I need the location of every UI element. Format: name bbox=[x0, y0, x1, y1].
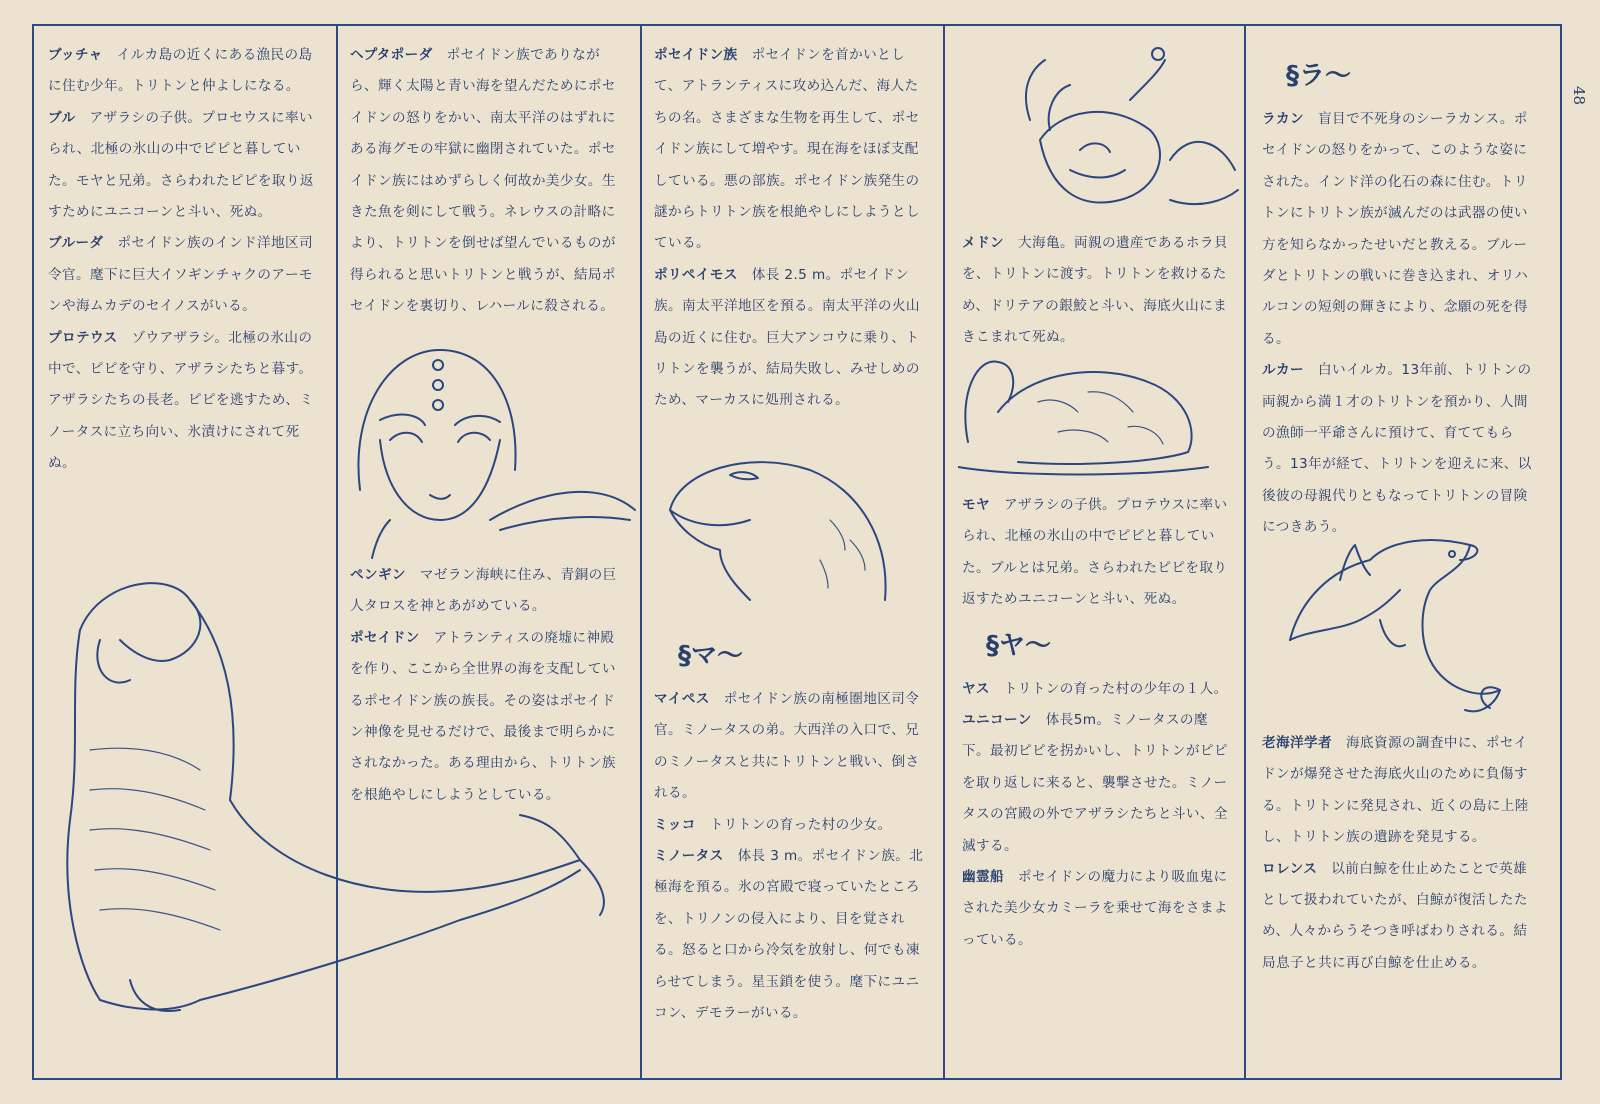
column-divider bbox=[640, 24, 642, 1080]
entry-text: 海底資源の調査中に、ポセイドンが爆発させた海底火山のために負傷する。トリトンに発見され、近くの島に上陸し、トリトン族の遺跡を発見する。 bbox=[1262, 735, 1529, 846]
column-5-upper bbox=[1262, 46, 1532, 544]
dolphin-illustration bbox=[1280, 530, 1510, 720]
entry-name: ロレンス bbox=[1262, 860, 1318, 877]
heptapoda-illustration bbox=[350, 330, 640, 560]
section-heading: §マ〜 bbox=[678, 641, 744, 671]
entry-name: ブル bbox=[48, 109, 76, 126]
entry-name: 老海洋学者 bbox=[1262, 735, 1332, 751]
section-heading: §ヤ〜 bbox=[986, 630, 1052, 661]
entry-name: 幽霊船 bbox=[962, 869, 1004, 886]
entry bbox=[1262, 728, 1532, 854]
entry-text: 体長5m。ミノータスの麾下。最初ピピを拐かいし、トリトンがピピを取り返しに来ると、襲撃させた。ミノータスの宮殿の外でアザラシたちと斗い、全滅する。 bbox=[962, 712, 1228, 854]
column-4-upper bbox=[962, 228, 1232, 354]
entry-name: ポセイドン族 bbox=[654, 47, 738, 63]
entry bbox=[962, 674, 1232, 705]
entry bbox=[654, 684, 932, 810]
entry-name: マイペス bbox=[654, 691, 710, 707]
entry-text: アザラシの子供。プロテウスに率いられ、北極の氷山の中でピピと暮していた。ブルとは兄弟。さらわれたピピを取り返すためユニコーンと斗い、死ぬ。 bbox=[962, 497, 1228, 608]
entry bbox=[962, 705, 1232, 862]
column-2-lower bbox=[350, 560, 628, 811]
entry-name: モヤ bbox=[962, 497, 990, 513]
entry-text: ゾウアザラシ。北極の氷山の中で、ピピを守り、アザラシたちと暮す。アザラシたちの長老。ピピを逃すため、ミノータスに立ち向い、氷漬けにされて死ぬ。 bbox=[48, 329, 314, 472]
entry-name: ヘプタポーダ bbox=[350, 47, 433, 63]
entry-text: トリトンの育った村の少女。 bbox=[709, 816, 892, 833]
entry bbox=[1262, 104, 1532, 355]
entry-name: ペンギン bbox=[350, 567, 406, 583]
entry bbox=[962, 490, 1232, 616]
entry bbox=[962, 228, 1232, 354]
entry-text: アトランティスの廃墟に神殿を作り、ここから全世界の海を支配しているポセイドン族の族長。その姿はポセイドン神像を見せるだけで、最後まで明らかにされなかった。ある理由から、トリトン族を根絶やしにしようとしている。 bbox=[350, 629, 616, 803]
column-5-lower bbox=[1262, 728, 1532, 979]
page-number: 48 bbox=[1570, 86, 1588, 106]
entry bbox=[48, 323, 326, 480]
entry-name: プロテウス bbox=[48, 329, 118, 346]
entry-text: ポセイドン族のインド洋地区司令官。麾下に巨大イソギンチャクのアーモンや海ムカデのセイノスがいる。 bbox=[48, 235, 313, 315]
entry-text: 白いイルカ。13年前、トリトンの両親から満１才のトリトンを預かり、人間の漁師一平爺さんに預けて、育ててもらう。13年が経て、トリトンを迎えに来、以後彼の母親代りともなってトリトンの冒険につきあう。 bbox=[1262, 362, 1532, 536]
entry-text: マゼラン海峡に住み、青銅の巨人タロスを神とあがめている。 bbox=[350, 567, 617, 615]
section-heading: §ラ〜 bbox=[1286, 61, 1352, 91]
entry bbox=[1262, 355, 1532, 543]
column-3-lower bbox=[654, 626, 932, 1029]
entry bbox=[350, 40, 628, 323]
entry-text: ポセイドンの魔力により吸血鬼にされた美少女カミーラを乗せて海をさまよっている。 bbox=[962, 869, 1228, 948]
entry-name: ブッチャ bbox=[48, 47, 103, 63]
entry-text: トリトンの育った村の少年の１人。 bbox=[1003, 680, 1228, 697]
entry-text: 盲目で不死身のシーラカンス。ポセイドンの怒りをかって、このような姿にされた。インド洋の化石の森に住む。トリトンにトリトン族が滅んだのは武器の使い方を知らなかったせいだと教える。ブルーダとトリトンの戦いに巻き込まれ、オリハルコンの短剣の輝きにより、念願の死を得る。 bbox=[1262, 111, 1529, 347]
column-divider bbox=[1244, 24, 1246, 1080]
entry-name: ミノータス bbox=[654, 848, 724, 865]
entry-text: アザラシの子供。プロセウスに率いられ、北極の氷山の中でピピと暮していた。モヤと兄弟。さらわれたピピを取り返すためにユニコーンと斗い、死ぬ。 bbox=[48, 109, 314, 221]
entry-text: ポセイドン族でありながら、輝く太陽と青い海を望んだためにポセイドンの怒りをかい、南太平洋のはずれにある海グモの牢獄に幽閉されていた。ポセイドン族にはめずらしく何故か美少女。生きた魚を剣にして戦う。ネレウスの計略により、トリトンを倒せば望んでいるものが得られると思いトリトンと戦うが、結局ポセイドンを裏切り、レハールに殺される。 bbox=[350, 47, 616, 315]
entry bbox=[48, 103, 326, 229]
entry-name: ポリペイモス bbox=[654, 266, 738, 283]
entry-text: 体長 3 m。ポセイドン族。北極海を預る。氷の宮殿で寝っていたところを、トリノンの侵入により、目を覚される。怒ると口から冷気を放射し、何でも凍らせてしまう。星玉鎖を使う。麾下にユニコン、デモラーがいる。 bbox=[654, 848, 924, 1022]
entry-text: 体長 2.5 m。ポセイドン族。南太平洋地区を預る。南太平洋の火山島の近くに住む。巨大アンコウに乗り、トリトンを襲うが、結局失敗し、みせしめのため、マーカスに処刑される。 bbox=[654, 266, 920, 409]
entry bbox=[654, 810, 932, 841]
entry bbox=[962, 862, 1232, 956]
entry-name: ヤス bbox=[962, 680, 990, 697]
entry bbox=[1262, 854, 1532, 980]
column-divider bbox=[943, 24, 945, 1080]
entry-name: ポセイドン bbox=[350, 629, 420, 646]
entry-name: メドン bbox=[962, 235, 1004, 251]
entry-name: ミッコ bbox=[654, 816, 696, 833]
entry-text: 以前白鯨を仕止めたことで英雄として扱われていたが、白鯨が復活したため、人々からうそつき呼ばわりされる。結局息子と共に再び白鯨を仕止める。 bbox=[1262, 860, 1528, 971]
entry-text: ポセイドンを首かいとして、アトランティスに攻め込んだ、海人たちの名。さまざまな生物を再生して、ポセイドン族にして増やす。現在海をほぼ支配している。悪の部族。ポセイドン族発生の謎からトリトン族を根絶やしにしようとしている。 bbox=[654, 47, 920, 252]
entry bbox=[48, 40, 326, 103]
sea-turtle-illustration bbox=[958, 352, 1218, 482]
shark-illustration bbox=[660, 450, 920, 610]
medon-illustration bbox=[990, 40, 1240, 220]
entry bbox=[654, 260, 932, 417]
entry-name: ラカン bbox=[1262, 111, 1304, 127]
entry-text: ポセイドン族の南極圏地区司令官。ミノータスの弟。大西洋の入口で、兄のミノータスと共にトリトンと戦い、倒される。 bbox=[654, 691, 920, 802]
entry bbox=[48, 228, 326, 322]
entry-text: イルカ島の近くにある漁民の島に住む少年。トリトンと仲よしになる。 bbox=[48, 47, 313, 95]
entry bbox=[654, 40, 932, 260]
entry-name: ルカー bbox=[1262, 362, 1304, 379]
entry-name: ユニコーン bbox=[962, 712, 1032, 729]
column-4-lower bbox=[962, 490, 1232, 956]
entry bbox=[350, 560, 628, 623]
entry bbox=[654, 841, 932, 1029]
entry bbox=[350, 623, 628, 811]
entry-text: 大海亀。両親の遺産であるホラ貝を、トリトンに渡す。トリトンを救けるため、ドリテアの銀鮫と斗い、海底火山にまきこまれて死ぬ。 bbox=[962, 235, 1228, 346]
entry-name: ブルーダ bbox=[48, 235, 104, 252]
